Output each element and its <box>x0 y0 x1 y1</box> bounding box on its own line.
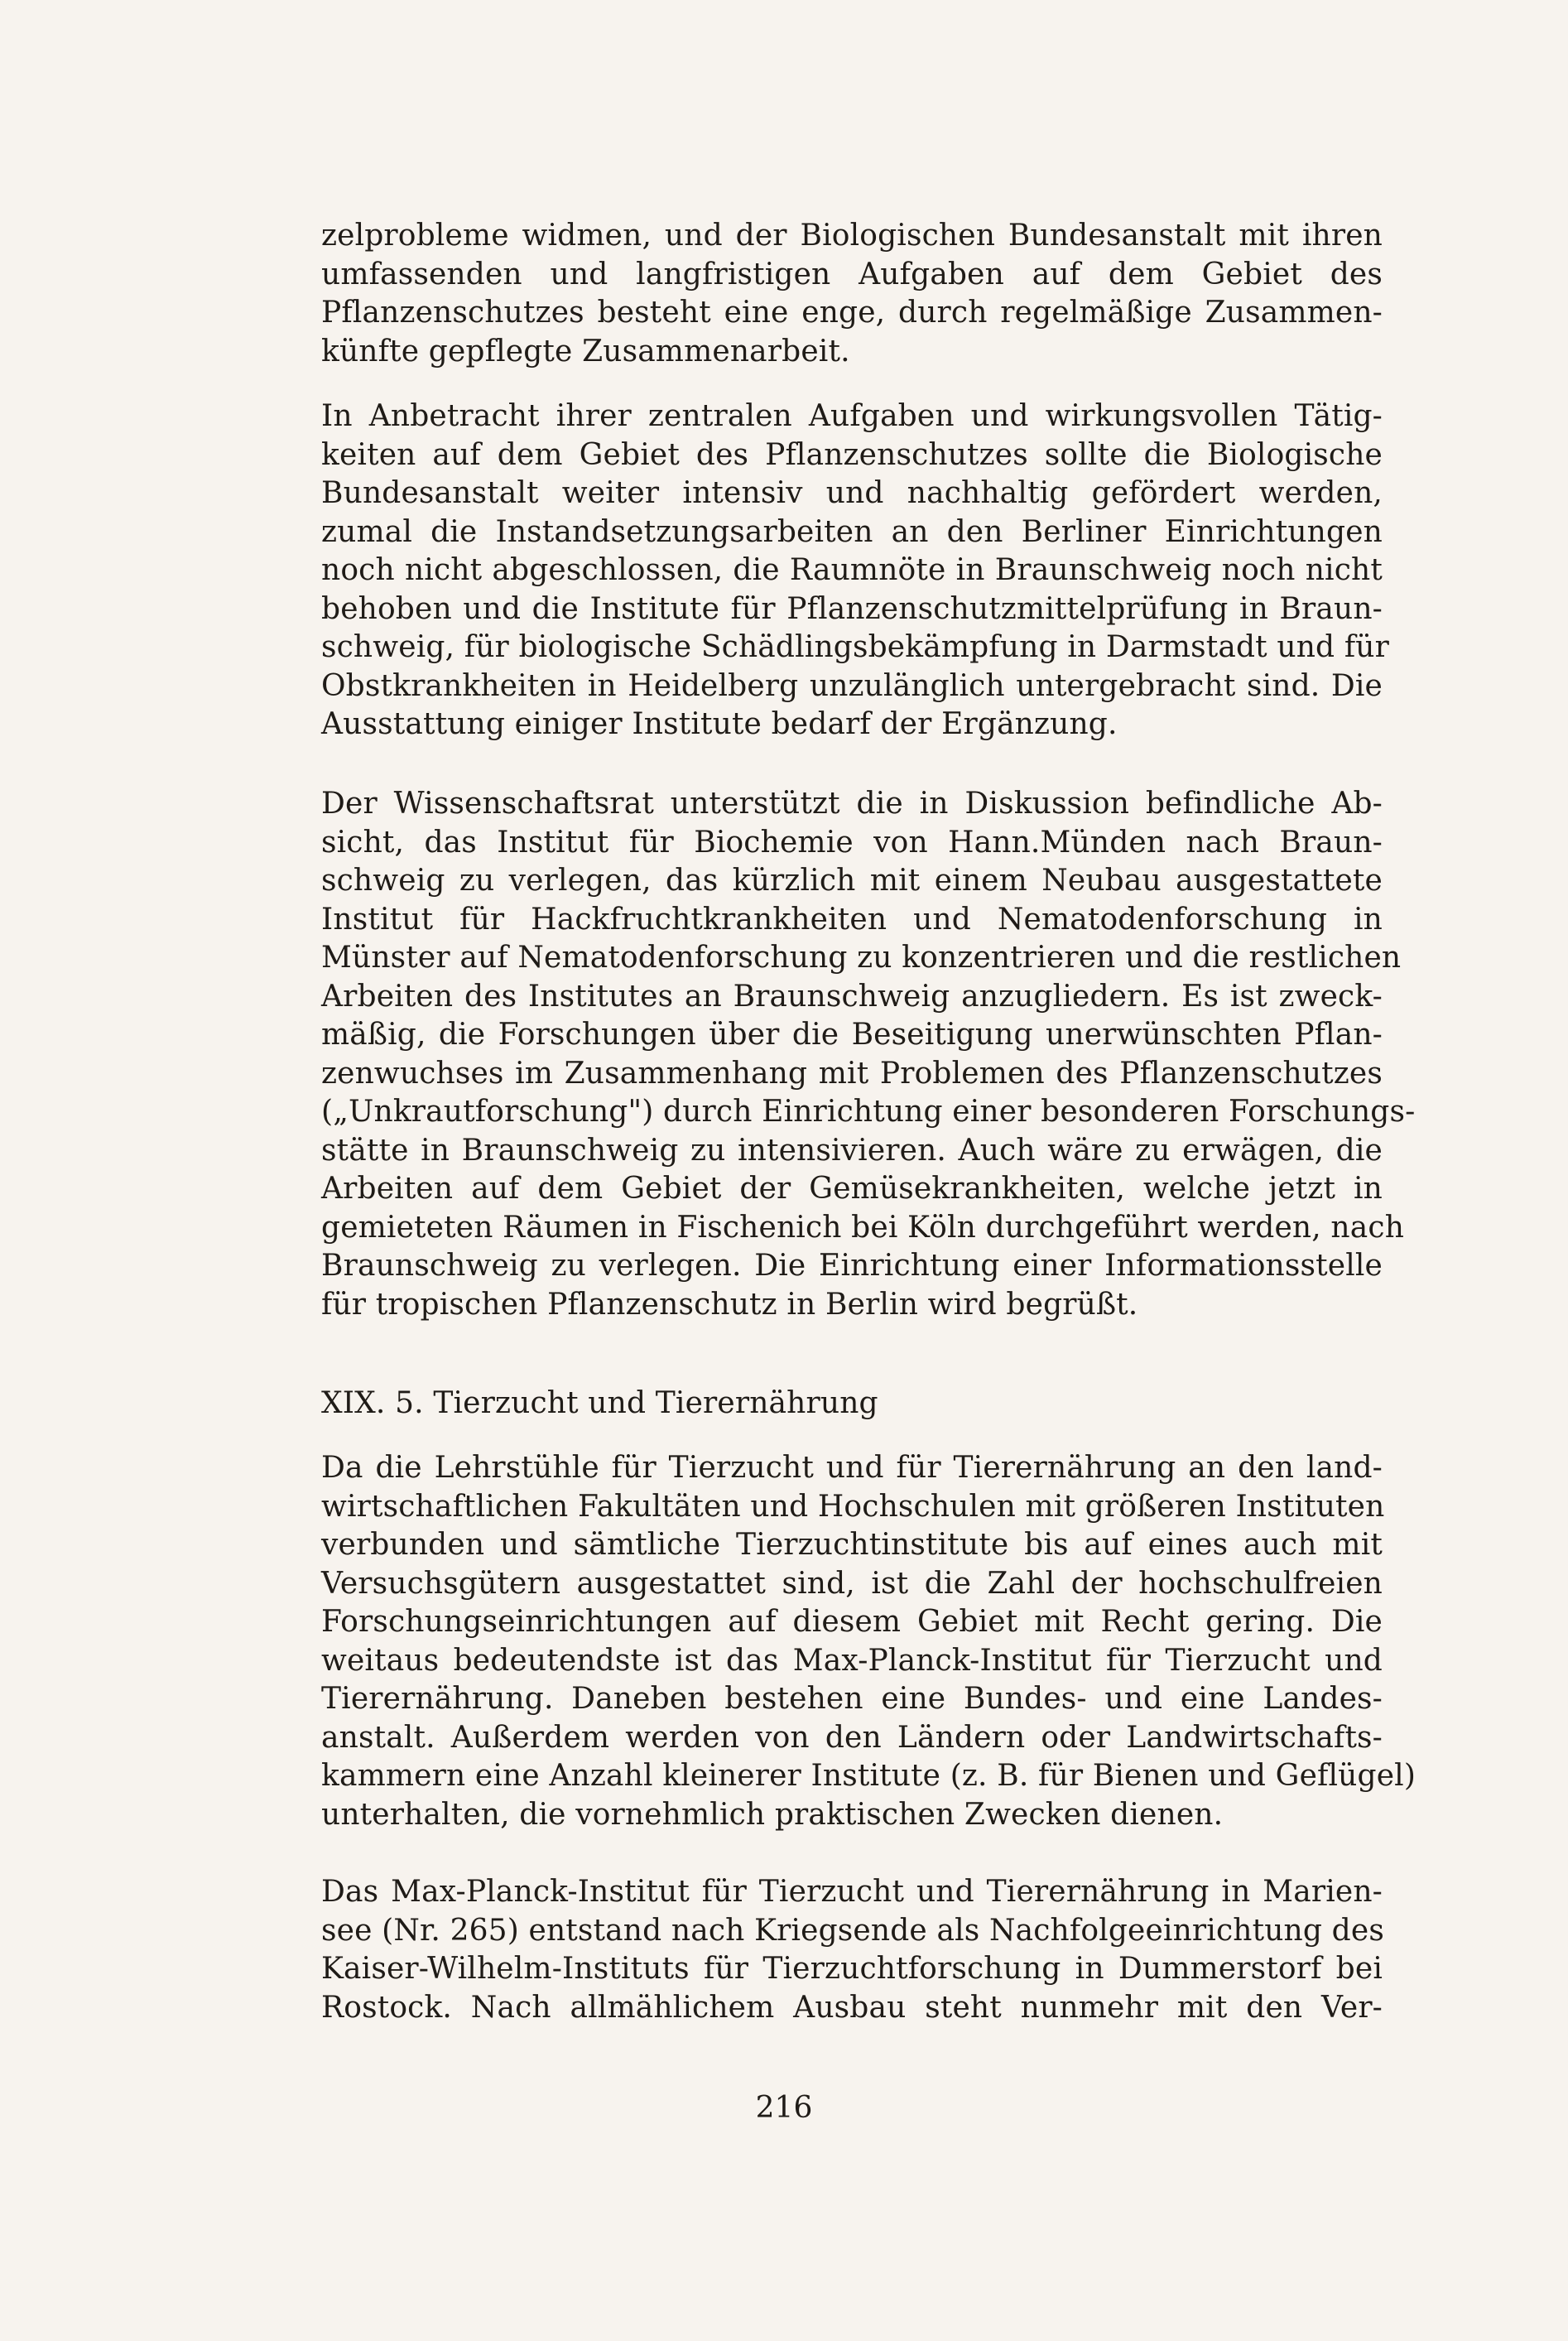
text-line: see (Nr. 265) entstand nach Kriegsende als Nachfolgeeinrichtung des <box>321 1913 1384 1948</box>
text-line: Forschungseinrichtungen auf diesem Gebiet mit Recht gering. Die <box>321 1605 1383 1639</box>
text-line: zenwuchses im Zusammenhang mit Problemen des Pflanzenschutzes <box>321 1056 1383 1091</box>
text-line: zumal die Instandsetzungsarbeiten an den Berliner Einrichtungen <box>321 514 1383 549</box>
text-line: Kaiser-Wilhelm-Instituts für Tierzuchtforschung in Dummerstorf bei <box>321 1952 1383 1986</box>
text-line: keiten auf dem Gebiet des Pflanzenschutzes sollte die Biologische <box>321 437 1383 472</box>
page-number: 216 <box>755 2091 813 2125</box>
text-line: gemieteten Räumen in Fischenich bei Köln durchgeführt werden, nach <box>321 1210 1405 1245</box>
text-line: anstalt. Außerdem werden von den Ländern oder Landwirtschafts- <box>321 1720 1383 1755</box>
paragraph-5 <box>321 1873 1383 2027</box>
paragraph-4 <box>321 1449 1416 1834</box>
text-line: sicht, das Institut für Biochemie von Hann.Münden nach Braun- <box>321 825 1383 860</box>
text-line: unterhalten, die vornehmlich praktischen Zwecken dienen. <box>321 1797 1224 1832</box>
text-line: wirtschaftlichen Fakultäten und Hochschulen mit größeren Instituten <box>321 1489 1385 1524</box>
text-line: Ausstattung einiger Institute bedarf der Ergänzung. <box>321 707 1118 741</box>
text-line: schweig, für biologische Schädlingsbekämpfung in Darmstadt und für <box>321 630 1389 664</box>
text-line: Münster auf Nematodenforschung zu konzentrieren und die restlichen <box>321 941 1402 975</box>
section-heading: XIX. 5. Tierzucht und Tierernährung <box>321 1386 878 1420</box>
text-line: Arbeiten auf dem Gebiet der Gemüsekrankheiten, welche jetzt in <box>321 1172 1383 1206</box>
text-line: Tierernährung. Daneben bestehen eine Bundes- und eine Landes- <box>321 1682 1383 1716</box>
text-line: umfassenden und langfristigen Aufgaben auf dem Gebiet des <box>321 257 1383 291</box>
text-line: („Unkrautforschung") durch Einrichtung einer besonderen Forschungs- <box>321 1095 1416 1129</box>
text-line: Der Wissenschaftsrat unterstützt die in Diskussion befindliche Ab- <box>321 787 1383 821</box>
text-line: Braunschweig zu verlegen. Die Einrichtung einer Informationsstelle <box>321 1249 1383 1283</box>
text-line: Pflanzenschutzes besteht eine enge, durch regelmäßige Zusammen- <box>321 296 1383 330</box>
text-line: Arbeiten des Institutes an Braunschweig anzugliedern. Es ist zweck- <box>321 979 1383 1014</box>
text-line: kammern eine Anzahl kleinerer Institute (z. B. für Bienen und Geflügel) <box>321 1759 1416 1793</box>
paragraph-3 <box>321 785 1416 1324</box>
text-line: verbunden und sämtliche Tierzuchtinstitute bis auf eines auch mit <box>321 1528 1383 1562</box>
paragraph-2 <box>321 397 1389 744</box>
text-line: Institut für Hackfruchtkrankheiten und Nematodenforschung in <box>321 902 1383 937</box>
text-line: schweig zu verlegen, das kürzlich mit einem Neubau ausgestattete <box>321 864 1383 898</box>
text-line: künfte gepflegte Zusammenarbeit. <box>321 334 850 368</box>
text-line: zelprobleme widmen, und der Biologischen Bundesanstalt mit ihren <box>321 219 1383 253</box>
text-line: Rostock. Nach allmählichem Ausbau steht nunmehr mit den Ver- <box>321 1990 1383 2025</box>
text-line: In Anbetracht ihrer zentralen Aufgaben und wirkungsvollen Tätig- <box>321 399 1383 433</box>
text-line: Bundesanstalt weiter intensiv und nachhaltig gefördert werden, <box>321 476 1383 510</box>
text-line: für tropischen Pflanzenschutz in Berlin wird begrüßt. <box>321 1287 1138 1322</box>
text-line: mäßig, die Forschungen über die Beseitigung unerwünschten Pflan- <box>321 1018 1383 1052</box>
text-line: noch nicht abgeschlossen, die Raumnöte in Braunschweig noch nicht <box>321 553 1383 587</box>
text-line: Obstkrankheiten in Heidelberg unzulänglich untergebracht sind. Die <box>321 668 1383 703</box>
text-line: Versuchsgütern ausgestattet sind, ist die Zahl der hochschulfreien <box>321 1566 1383 1601</box>
text-line: Da die Lehrstühle für Tierzucht und für Tierernährung an den land- <box>321 1451 1383 1485</box>
paragraph-1 <box>321 217 1383 371</box>
text-line: stätte in Braunschweig zu intensivieren. Auch wäre zu erwägen, die <box>321 1133 1383 1168</box>
text-line: weitaus bedeutendste ist das Max-Planck-Institut für Tierzucht und <box>321 1643 1383 1678</box>
text-line: behoben und die Institute für Pflanzenschutzmittelprüfung in Braun- <box>321 591 1383 626</box>
text-line: Das Max-Planck-Institut für Tierzucht und Tierernährung in Marien- <box>321 1875 1383 1909</box>
